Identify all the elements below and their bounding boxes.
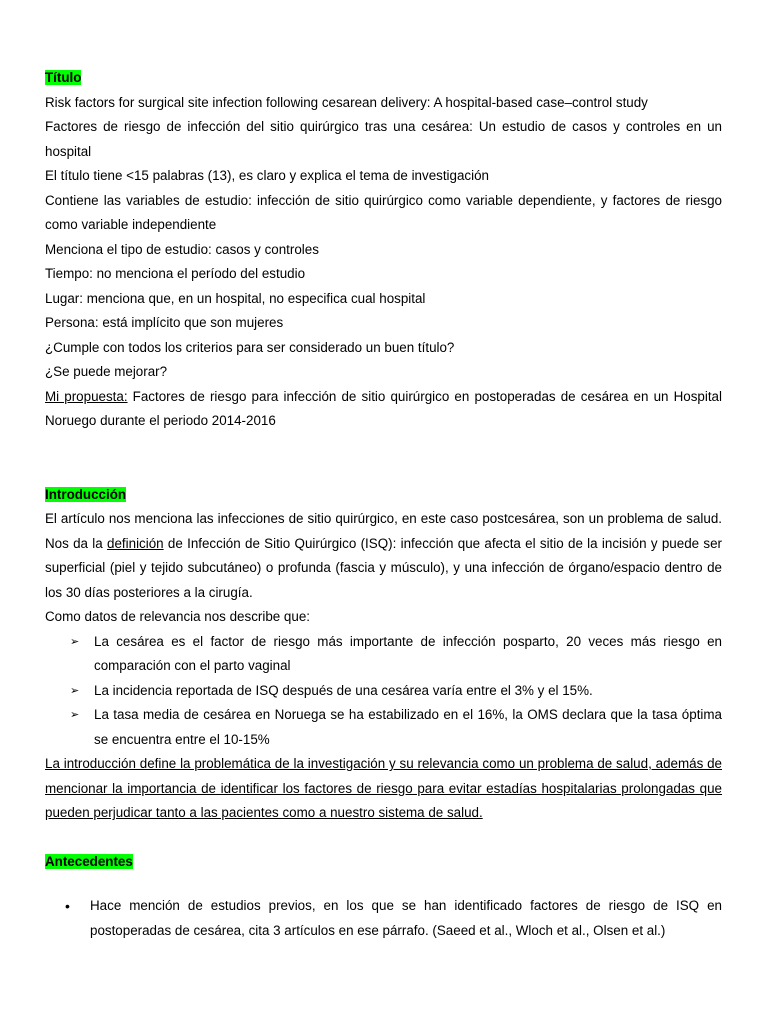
list-item-text: Hace mención de estudios previos, en los que se han identificado factores de riesgo de ISQ en postoperadas de cesárea, cita 3 artículos en ese párrafo. (Saeed et al., Wloch et al., Olsen et al.) [90,898,722,938]
title-criteria-question: ¿Cumple con todos los criterios para ser considerado un buen título? [45,339,455,355]
list-item [45,679,722,704]
definition-word: definición [107,535,164,551]
list-item [45,630,722,679]
intro-bullet-list [45,630,722,753]
section-heading-titulo [45,66,722,91]
dot-bullet-icon: • [65,898,70,914]
title-time-note: Tiempo: no menciona el período del estudio [45,266,306,281]
intro-p1-end: de Infección de Sitio Quirúrgico (ISQ): infección que afecta el sitio de la incisión y puede ser superficial (piel y tejido subcutáneo) o profunda (fascia y músculo), y una infección de órgano/espacio dentro de los 30 días posteriores a la cirugía. [45,535,722,600]
arrow-bullet-icon: ➢ [70,635,80,648]
intro-paragraph-2: Como datos de relevancia nos describe que: [45,609,310,624]
intro-conclusion: La introducción define la problemática de la investigación y su relevancia como un problema de salud, además de mencionar la importancia de identificar los factores de riesgo para evitar estadías hospitalarias prolongadas que pueden perjudicar tanto a las pacientes como a nuestro sistema de salud. [45,756,722,820]
arrow-bullet-icon: ➢ [70,684,80,697]
list-item-text: La incidencia reportada de ISQ después de una cesárea varía entre el 3% y el 15%. [94,682,593,698]
title-variables-note: Contiene las variables de estudio: infección de sitio quirúrgico como variable dependiente, y factores de riesgo como variable independiente [45,192,722,232]
introduccion-heading: Introducción [45,486,127,502]
arrow-bullet-icon: ➢ [70,709,80,721]
intro-p1-start: El artículo nos menciona las infecciones de sitio quirúrgico, en este caso postcesárea, son un problema de salud. Nos da la [45,511,722,551]
intro-paragraph-1 [45,507,722,605]
antecedentes-bullet-list [45,894,722,943]
section-heading-antecedentes [45,850,722,875]
proposal-text: Factores de riesgo para infección de sitio quirúrgico en postoperadas de cesárea en un Hospital Noruego durante el periodo 2014-2016 [45,388,722,428]
list-item-text: La tasa media de cesárea en Noruega se ha estabilizado en el 16%, la OMS declara que la tasa óptima se encuentra entre el 10-15% [94,707,722,747]
antecedentes-heading: Antecedentes [45,853,133,869]
title-spanish: Factores de riesgo de infección del sitio quirúrgico tras una cesárea: Un estudio de casos y controles en un hospital [45,119,722,159]
section-heading-introduccion [45,483,722,508]
title-person-note: Persona: está implícito que son mujeres [45,315,284,330]
list-item [45,703,722,752]
titulo-heading: Título [45,70,82,85]
title-english: Risk factors for surgical site infection following cesarean delivery: A hospital-based case–control study [45,94,648,110]
list-item-text: La cesárea es el factor de riesgo más importante de infección posparto, 20 veces más riesgo en comparación con el parto vaginal [94,633,722,673]
document-page [45,66,722,943]
proposal-label: Mi propuesta: [45,388,128,404]
title-place-note: Lugar: menciona que, en un hospital, no especifica cual hospital [45,290,426,306]
title-improve-question: ¿Se puede mejorar? [45,364,168,379]
title-study-type-note: Menciona el tipo de estudio: casos y controles [45,241,319,257]
title-word-count-note: El título tiene <15 palabras (13), es claro y explica el tema de investigación [45,168,489,183]
list-item [45,894,722,943]
title-proposal [45,385,722,434]
